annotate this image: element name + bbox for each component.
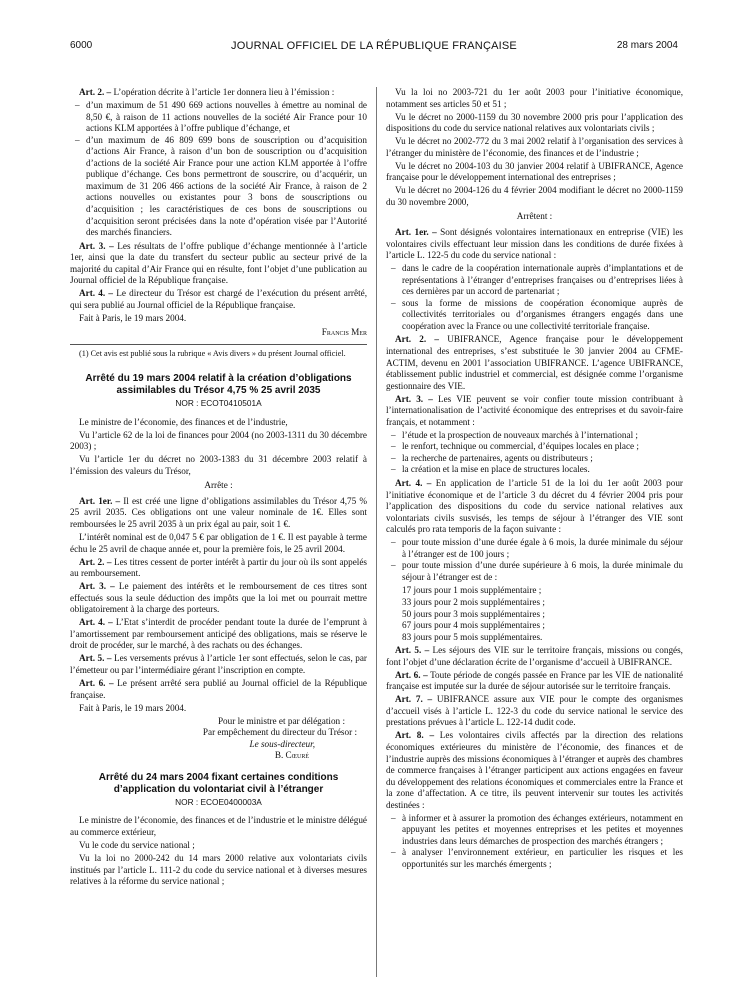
visa: Vu l’article 62 de la loi de finances pour 2004 (no 2003-1311 du 30 décembre 2003) ; bbox=[70, 429, 367, 452]
article-5: Art. 5. – Les versements prévus à l’article 1er sont effectués, selon le cas, par l’émetteur ou par l’intermédiaire gérant l’inscription en compte. bbox=[70, 653, 367, 675]
article-1-list bbox=[386, 263, 683, 332]
article-3: Art. 3. – Les VIE peuvent se voir confier toute mission contribuant à l’internationalisation de l’activité économique des entreprises et du savoir-faire français, et notamment : bbox=[386, 393, 683, 427]
article-3: Art. 3. – Les résultats de l’offre publique d’échange mentionnée à l’article 1er, ainsi que la date du transfert du secteur public au secteur privé de la majorité du capital d’Air France qui en résulte, font l’objet d’une publication au Journal officiel de la République française. bbox=[70, 240, 367, 286]
article-2: Art. 2. – Les titres cessent de porter intérêt à partir du jour où ils sont appelés au remboursement. bbox=[70, 556, 367, 579]
signature: Francis Mer bbox=[321, 327, 367, 338]
nor-number: NOR : ECOE0400003A bbox=[175, 796, 262, 807]
visa: Vu le décret no 2000-1159 du 30 novembre 2000 pris pour l’application des dispositions du code du service national relatives aux volontariats civils ; bbox=[386, 111, 683, 134]
page-number: 6000 bbox=[70, 40, 93, 51]
article-8-list bbox=[386, 813, 683, 871]
list-item: – d’un maximum de 51 490 669 actions nouvelles à émettre au nominal de 8,50 €, à raison de 11 actions nouvelles de la société Air France pour 10 actions KLM apportées à l’offre publique d’échange, et bbox=[70, 100, 367, 135]
decree-title: Arrêté du 19 mars 2004 relatif à la création d’obligations assimilables du Trésor 4,75 % 25 avril 2035 bbox=[85, 372, 352, 396]
visa: Vu la loi no 2003-721 du 1er août 2003 pour l’initiative économique, notamment ses articles 50 et 51 ; bbox=[386, 87, 683, 109]
arrete-heading: Arrêtent : bbox=[516, 211, 553, 222]
list-item: – à informer et à assurer la promotion des échanges extérieurs, notamment en appuyant les petites et moyennes entreprises et les petites et moyennes industries dans leurs démarches de prospection des marchés étrangers ; bbox=[386, 813, 683, 848]
article-1: Art. 1er. – Il est créé une ligne d’obligations assimilables du Trésor 4,75 % 25 avril 2035. Ces obligations ont une valeur nominale de 1€. Elles sont remboursées le 25 avril 2035 à un prix égal au pair, soit 1 €. bbox=[70, 495, 367, 529]
article-1-cont: L’intérêt nominal est de 0,047 5 € par obligation de 1 €. Il est payable à terme échu le 25 avril de chaque année et, pour la première fois, le 25 avril 2004. bbox=[70, 531, 367, 554]
signer-title: Le sous-directeur, bbox=[249, 738, 315, 749]
list-item: – sous la forme de missions de coopération économique auprès de collectivités territoriales ou d’organismes étrangers engagés dans une coopération avec la France ou une collectivité territoriale française. bbox=[386, 298, 683, 333]
issue-date: 28 mars 2004 bbox=[616, 40, 678, 51]
list-item: 83 jours pour 5 mois supplémentaires. bbox=[402, 631, 543, 642]
minister-line: Le ministre de l’économie, des finances et de l’industrie et le ministre délégué au commerce extérieur, bbox=[70, 815, 367, 837]
list-item: – pour toute mission d’une durée égale à 6 mois, la durée minimale du séjour à l’étranger est de 100 jours ; bbox=[386, 537, 683, 560]
footnote: (1) Cet avis est publié sous la rubrique « Avis divers » du présent Journal officiel. bbox=[79, 348, 346, 358]
article-7: Art. 7. – UBIFRANCE assure aux VIE pour le compte des organismes d’accueil visés à l’article L. 122-3 du code du service national le service des prestations prévues à l’article L. 122-14 dudit code. bbox=[386, 694, 683, 728]
done-at: Fait à Paris, le 19 mars 2004. bbox=[79, 702, 187, 713]
article-3-list bbox=[386, 430, 683, 476]
article-2-list bbox=[70, 100, 367, 239]
visa: Vu le code du service national ; bbox=[79, 839, 195, 850]
article-4-list bbox=[386, 537, 683, 583]
list-item: – à analyser l’environnement extérieur, en particulier les risques et les opportunités sur les marchés émergents ; bbox=[386, 847, 683, 870]
article-2: Art. 2. – L’opération décrite à l’article 1er donnera lieu à l’émission : bbox=[79, 87, 335, 97]
done-at: Fait à Paris, le 19 mars 2004. bbox=[79, 312, 187, 323]
visa: Vu le décret no 2002-772 du 3 mai 2002 relatif à l’organisation des services à l’étranger du ministère de l’économie, des finances et de l’industrie ; bbox=[386, 136, 683, 158]
visa: Vu la loi no 2000-242 du 14 mars 2000 relative aux volontariats civils institués par l’article L. 111-2 du code du service national et à diverses mesures relatives à la réforme du service national ; bbox=[70, 853, 367, 887]
article-2: Art. 2. – UBIFRANCE, Agence française pour le développement international des entreprises, s’est substituée le 30 janvier 2004 au CFME-ACTIM, devenu en 2001 l’association UBIFRANCE. L’agence UBIFRANCE, établissement public industriel et commercial, est désignée comme l’organisme gestionnaire des VIE. bbox=[386, 334, 683, 391]
article-6: Art. 6. – Toute période de congés passée en France par les VIE de nationalité française est imputée sur la durée de séjour autorisée sur le territoire français. bbox=[386, 669, 683, 692]
list-item: 33 jours pour 2 mois supplémentaires ; bbox=[402, 596, 545, 607]
footnote-rule bbox=[70, 344, 367, 345]
duration-list bbox=[386, 585, 683, 643]
article-6: Art. 6. – Le présent arrêté sera publié au Journal officiel de la République française. bbox=[70, 678, 367, 700]
list-item: 50 jours pour 3 mois supplémentaires ; bbox=[402, 608, 545, 619]
delegation-line: Pour le ministre et par délégation : bbox=[217, 715, 345, 726]
list-item: 67 jours pour 4 mois supplémentaires ; bbox=[402, 620, 545, 631]
list-item: – la création et la mise en place de structures locales. bbox=[386, 464, 683, 476]
article-4: Art. 4. – En application de l’article 51 de la loi du 1er août 2003 pour l’initiative économique et de l’article 3 du décret du 4 février 2004 pris pour l’application des dispositions du code du service national relatives aux volontariats civils susvisés, les temps de séjour à l’étranger des VIE sont calculés pro rata temporis de la façon suivante : bbox=[386, 478, 683, 535]
page-header bbox=[0, 0, 748, 52]
visa: Vu l’article 1er du décret no 2003-1383 du 31 décembre 2003 relatif à l’émission des valeurs du Trésor, bbox=[70, 454, 367, 476]
signature: B. Cœuré bbox=[274, 750, 309, 761]
left-column bbox=[70, 87, 367, 889]
list-item: – d’un maximum de 46 809 699 bons de souscription ou d’acquisition d’actions Air France, à raison d’un bon de souscription ou d’acquisition d’actions de la société Air France pour une action KLM apportée à l’offre publique d’échange. Ces bons permettront de souscrire, ou d’acquérir, un maximum de 31 206 466 actions de la société Air France, à raison de 2 actions nouvelles ou existantes pour 3 bons de souscriptions ou d’acquisition ; les caractéristiques de ces bons de souscriptions ou d’acquisition seront précisées dans la note d’opération visée par l’Autorité des marchés financiers. bbox=[70, 135, 367, 239]
list-item: – l’étude et la prospection de nouveaux marchés à l’international ; bbox=[386, 430, 683, 442]
delegation-line: Par empêchement du directeur du Trésor : bbox=[202, 727, 357, 738]
journal-title: JOURNAL OFFICIEL DE LA RÉPUBLIQUE FRANÇAISE bbox=[231, 40, 517, 52]
decree-title: Arrêté du 24 mars 2004 fixant certaines conditions d’application du volontariat civil à l’étranger bbox=[98, 771, 339, 795]
right-column bbox=[386, 87, 683, 873]
list-item: – pour toute mission d’une durée supérieure à 6 mois, la durée minimale du séjour à l’étranger est de : bbox=[386, 560, 683, 583]
list-item: 17 jours pour 1 mois supplémentaire ; bbox=[402, 585, 542, 596]
list-item: – la recherche de partenaires, agents ou distributeurs ; bbox=[386, 453, 683, 465]
list-item: – dans le cadre de la coopération internationale auprès d’implantations et de représentations à l’étranger d’entreprises françaises ou d’entreprises liées à ces dernières par un accord de partenariat ; bbox=[386, 263, 683, 298]
visa: Vu le décret no 2004-126 du 4 février 2004 modifiant le décret no 2000-1159 du 30 novembre 2000, bbox=[386, 185, 683, 207]
list-item: – le renfort, technique ou commercial, d’équipes locales en place ; bbox=[386, 441, 683, 453]
minister-line: Le ministre de l’économie, des finances et de l’industrie, bbox=[79, 416, 288, 427]
article-4: Art. 4. – L’Etat s’interdit de procéder pendant toute la durée de l’emprunt à l’amortissement par remboursement anticipé des obligations, mais se réserve le droit de procéder, sur le marché, à des rachats ou des échanges. bbox=[70, 617, 367, 651]
article-5: Art. 5. – Les séjours des VIE sur le territoire français, missions ou congés, font l’objet d’une déclaration écrite de l’organisme d’accueil à UBIFRANCE. bbox=[386, 645, 683, 667]
column-divider bbox=[376, 87, 377, 977]
arrete-heading: Arrête : bbox=[204, 480, 233, 491]
nor-number: NOR : ECOT0410501A bbox=[175, 397, 262, 408]
visa: Vu le décret no 2004-103 du 30 janvier 2004 relatif à UBIFRANCE, Agence française pour le développement international des entreprises ; bbox=[386, 160, 683, 183]
article-8: Art. 8. – Les volontaires civils affectés par la direction des relations économiques extérieures du ministère de l’économie, des finances et de l’industrie auprès des missions économiques à l’étranger et auprès des chambres de commerce françaises à l’étranger participent aux actions engagées en faveur du développement des relations économiques et commerciales entre la France et la zone d’affectation. A ce titre, ils peuvent intervenir sur toutes les activités destinées : bbox=[386, 730, 683, 810]
article-4: Art. 4. – Le directeur du Trésor est chargé de l’exécution du présent arrêté, qui sera publié au Journal officiel de la République française. bbox=[70, 288, 367, 310]
article-3: Art. 3. – Le paiement des intérêts et le remboursement de ces titres sont effectués sous la seule déduction des impôts que la loi met ou pourrait mettre obligatoirement à la charge des porteurs. bbox=[70, 581, 367, 615]
article-1: Art. 1er. – Sont désignés volontaires internationaux en entreprise (VIE) les volontaires civils effectuant leur mission dans les conditions de durée fixées à l’article L. 122-5 du code du service national : bbox=[386, 227, 683, 261]
